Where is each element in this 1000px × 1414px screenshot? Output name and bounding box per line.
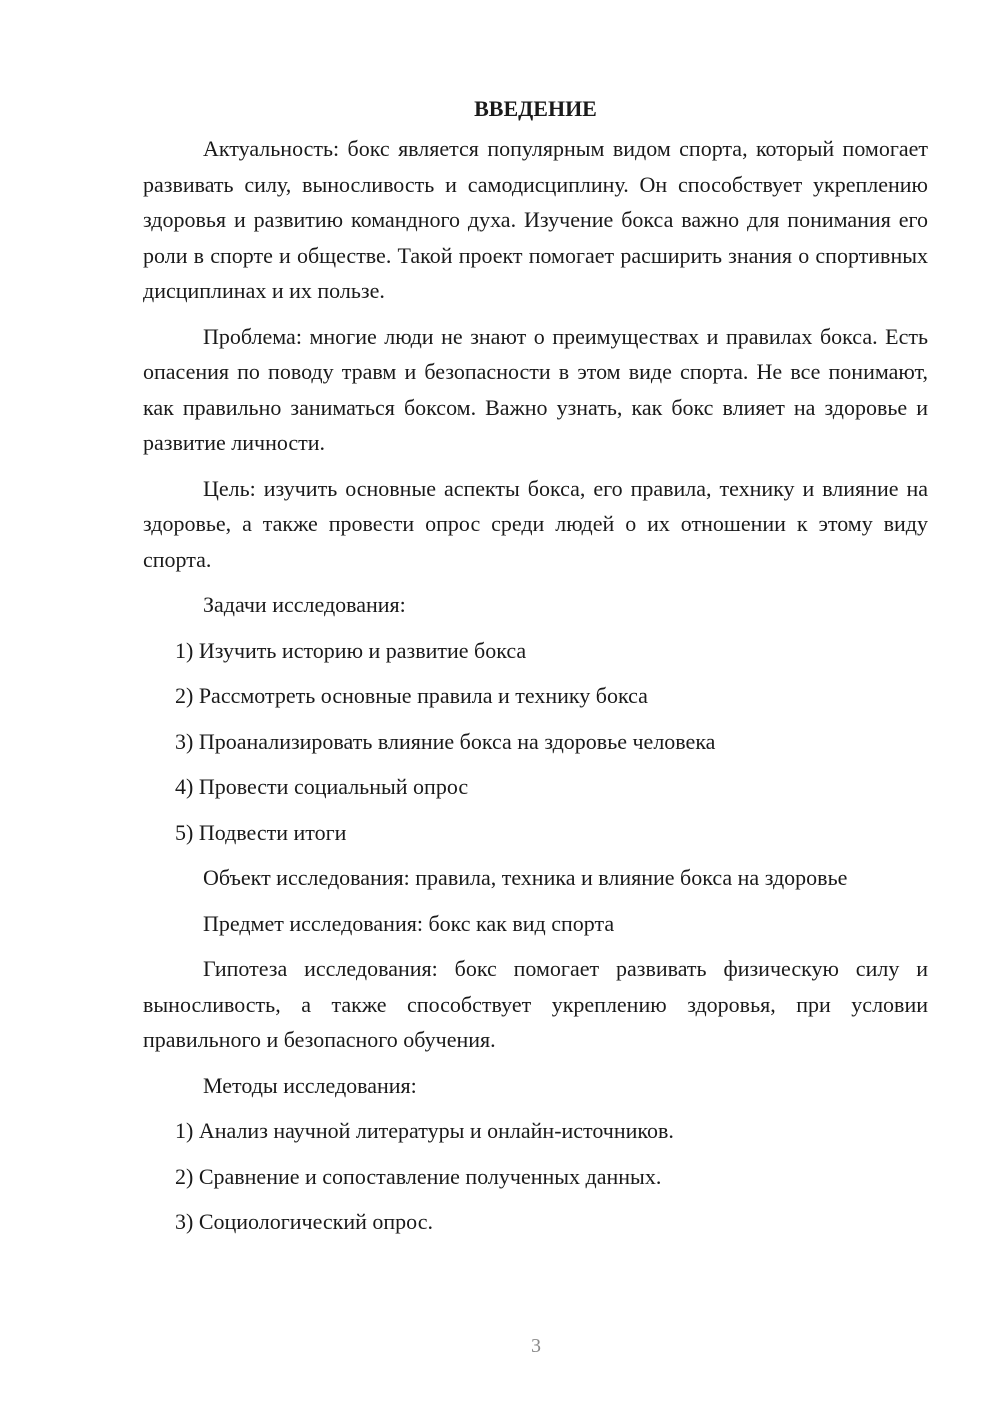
relevance-paragraph: Актуальность: бокс является популярным видом спорта, который помогает развивать силу, выносливость и самодисциплину. Он способствует укреплению здоровья и развитию командного духа. Изучение бокса важно для понимания его роли в спорте и обществе. Такой проект помогает расширить знания о спортивных дисциплинах и их пользе.	[143, 136, 928, 303]
task-item: 4) Провести социальный опрос	[175, 774, 469, 799]
method-item: 2) Сравнение и сопоставление полученных данных.	[175, 1163, 662, 1189]
methods-heading: Методы исследования:	[203, 1072, 417, 1098]
document-page	[143, 92, 928, 1250]
method-item: 1) Анализ научной литературы и онлайн-источников.	[175, 1118, 674, 1143]
subject-paragraph: Предмет исследования: бокс как вид спорта	[203, 910, 615, 936]
task-item: 2) Рассмотреть основные правила и технику бокса	[175, 683, 648, 708]
hypothesis-paragraph: Гипотеза исследования: бокс помогает развивать физическую силу и выносливость, а также способствует укреплению здоровья, при условии правильного и безопасного обучения.	[143, 956, 928, 1052]
task-item: 1) Изучить историю и развитие бокса	[175, 637, 527, 663]
object-paragraph: Объект исследования: правила, техника и влияние бокса на здоровье	[203, 865, 848, 890]
goal-paragraph: Цель: изучить основные аспекты бокса, его правила, технику и влияние на здоровье, а также провести опрос среди людей о их отношении к этому виду спорта.	[143, 475, 928, 572]
tasks-heading: Задачи исследования:	[203, 592, 406, 617]
method-item: 3) Социологический опрос.	[175, 1209, 433, 1234]
problem-paragraph: Проблема: многие люди не знают о преимуществах и правилах бокса. Есть опасения по поводу травм и безопасности в этом виде спорта. Не все понимают, как правильно заниматься боксом. Важно узнать, как бокс влияет на здоровье и развитие личности.	[143, 323, 928, 455]
task-item: 3) Проанализировать влияние бокса на здоровье человека	[175, 728, 716, 754]
page-title: ВВЕДЕНИЕ	[474, 96, 597, 121]
page-number: 3	[531, 1335, 541, 1357]
task-item: 5) Подвести итоги	[175, 819, 347, 845]
